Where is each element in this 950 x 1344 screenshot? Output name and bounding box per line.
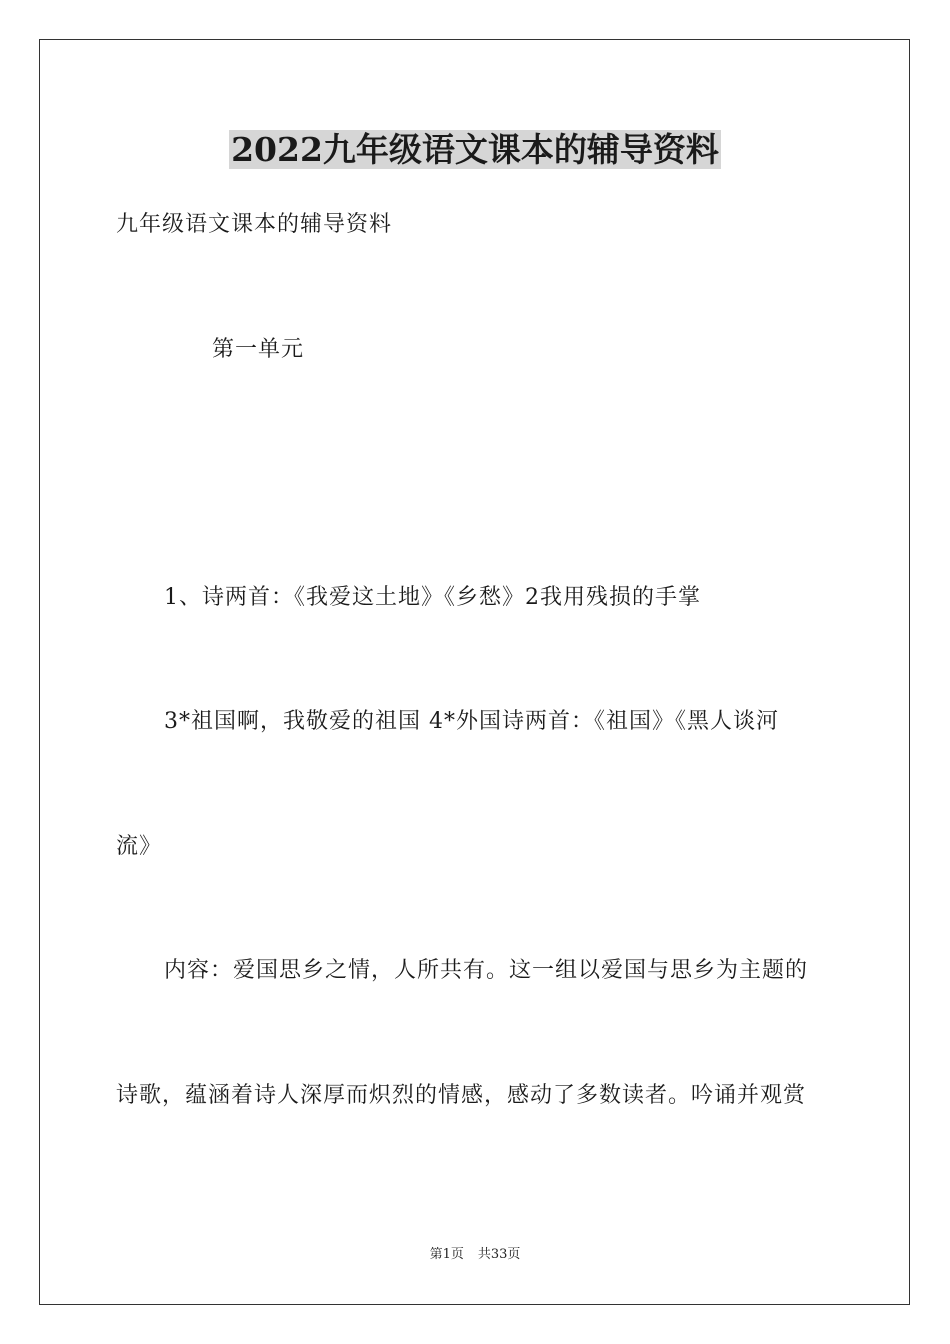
body-line-5: 诗歌，蕴涵着诗人深厚而炽烈的情感，感动了多数读者。吟诵并观赏 xyxy=(116,1083,807,1108)
document-title xyxy=(0,124,950,176)
body-line-3: 流》 xyxy=(116,834,163,859)
body-line-4: 内容：爱国思乡之情，人所共有。这一组以爱国与思乡为主题的 xyxy=(164,958,809,983)
page-number: 第1页 xyxy=(429,1247,464,1262)
page-total: 共33页 xyxy=(477,1247,521,1262)
unit-heading: 第一单元 xyxy=(212,337,305,362)
document-title-text: 2022九年级语文课本的辅导资料 xyxy=(231,130,719,169)
document-subtitle: 九年级语文课本的辅导资料 xyxy=(116,212,393,237)
body-line-1: 1、诗两首：《我爱这土地》《乡愁》2我用残损的手掌 xyxy=(164,585,701,610)
body-line-2: 3*祖国啊，我敬爱的祖国 4*外国诗两首：《祖国》《黑人谈河 xyxy=(164,709,779,734)
page-footer xyxy=(0,1246,950,1264)
